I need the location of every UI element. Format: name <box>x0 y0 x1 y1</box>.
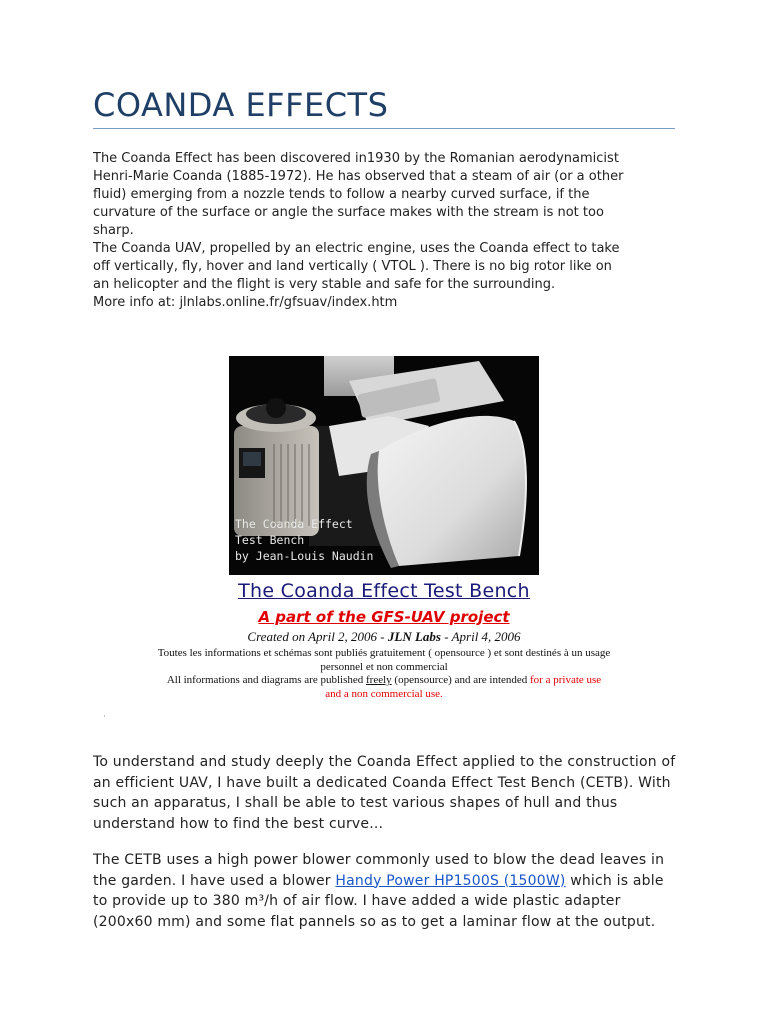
stray-mark: · <box>103 712 106 722</box>
intro-line: Henri-Marie Coanda (1885-1972). He has observed that a steam of air (or a other <box>93 169 624 184</box>
test-bench-photo <box>229 356 539 575</box>
page-title: COANDA EFFECTS <box>93 86 389 124</box>
photo-caption <box>235 516 373 564</box>
intro-line: curvature of the surface or angle the surface makes with the stream is not too <box>93 205 604 220</box>
intro-line: an helicopter and the flight is very stable and safe for the surrounding. <box>93 277 556 292</box>
english-license-note <box>93 673 675 701</box>
caption-line: by Jean-Louis Naudin <box>235 549 374 563</box>
created-suffix: - April 4, 2006 <box>440 629 521 644</box>
gfs-uav-project-link[interactable]: A part of the GFS-UAV project <box>258 608 510 626</box>
title-divider <box>93 128 675 129</box>
english-pre: All informations and diagrams are published <box>166 674 366 686</box>
french-license-note: Toutes les informations et schémas sont publiés gratuitement ( opensource ) et sont destinés à un usage personnel et non commercial <box>157 647 611 673</box>
intro-line: off vertically, fly, hover and land vertically ( VTOL ). There is no big rotor like on <box>93 259 612 274</box>
intro-line: The Coanda UAV, propelled by an electric engine, uses the Coanda effect to take <box>93 241 620 256</box>
paragraph-text <box>93 850 681 932</box>
body-paragraph-2 <box>93 850 681 932</box>
english-mid: (opensource) and are intended <box>391 674 531 686</box>
english-red-note: for a private use and a non commercial use. <box>325 674 602 700</box>
intro-line: The Coanda Effect has been discovered in1930 by the Romanian aerodynamicist <box>93 151 619 166</box>
caption-line: Test Bench <box>235 533 305 547</box>
intro-line: sharp. <box>93 223 134 238</box>
handy-power-link[interactable]: Handy Power HP1500S (1500W) <box>335 872 566 889</box>
intro-line: fluid) emerging from a nozzle tends to follow a nearby curved surface, if the <box>93 187 590 202</box>
paragraph-text: To understand and study deeply the Coanda Effect applied to the construction of an efficient UAV, I have built a dedicated Coanda Effect Test Bench (CETB). With such an apparatus, I shall be able to test various shapes of hull and thus understand how to find the best curve... <box>93 754 676 832</box>
created-lab: JLN Labs <box>387 629 441 644</box>
p2-post: which is able to provide up to 380 m³/h of air flow. I have added a wide plastic adapter (200x60 mm) and some flat pannels so as to get a laminar flow at the output. <box>93 872 664 930</box>
freely-link[interactable]: freely <box>366 674 392 686</box>
p2-pre: The CETB uses a high power blower commonly used to blow the dead leaves in the garden. I have used a blower <box>93 852 665 889</box>
bench-title-link[interactable]: The Coanda Effect Test Bench <box>238 580 530 602</box>
caption-line: The Coanda Effect <box>235 517 353 531</box>
created-dates <box>93 629 675 645</box>
created-prefix: Created on April 2, 2006 - <box>247 629 388 644</box>
intro-paragraph <box>93 150 683 312</box>
intro-line: More info at: jlnlabs.online.fr/gfsuav/index.htm <box>93 295 398 310</box>
body-paragraph-1 <box>93 752 681 834</box>
